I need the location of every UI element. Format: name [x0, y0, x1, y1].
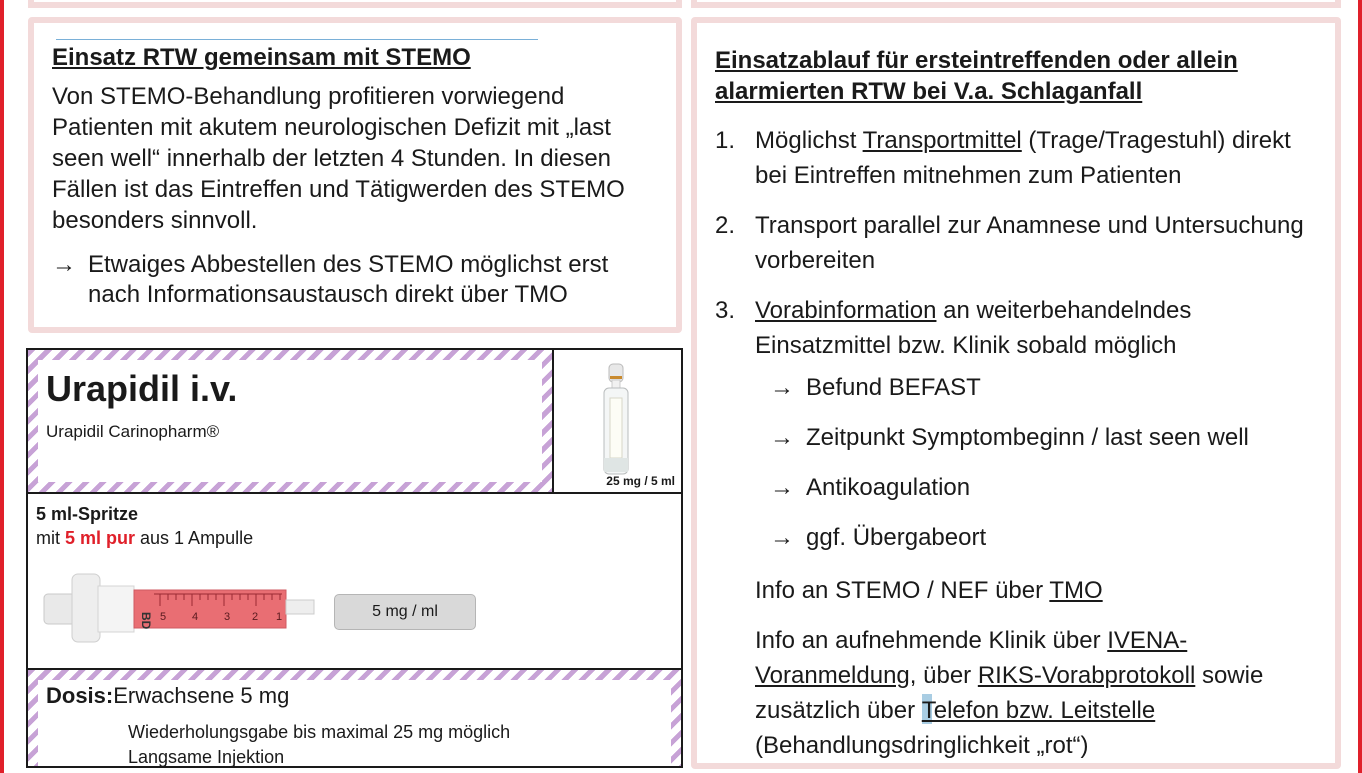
syringe-scale-3: 3: [224, 611, 231, 623]
ampoule-image: [554, 350, 681, 492]
procedure-steps: [715, 123, 1317, 363]
subitem-text: Zeitpunkt Symptombeginn / last seen well: [806, 424, 1249, 451]
procedure-title: Einsatzablauf für ersteintreffenden oder allein alarmierten RTW bei V.a. Schlaganfall: [715, 47, 1238, 105]
info-klinik: [755, 623, 1317, 763]
stemo-info-box: [28, 17, 682, 333]
step-number: 3.: [715, 297, 736, 324]
syringe-icon: [42, 572, 322, 644]
subitem-text: Antikoagulation: [806, 474, 971, 501]
card-divider: [28, 492, 681, 494]
step-post: (Trage/Tragestuhl) direkt bei Eintreffen mitnehmen zum Patienten: [755, 127, 1291, 189]
arrow-icon: →: [770, 524, 794, 551]
step-text: [755, 123, 1317, 193]
procedure-box: [691, 17, 1341, 769]
arrow-icon: →: [770, 424, 794, 451]
riks-link[interactable]: RIKS-Vorabprotokoll: [977, 662, 1196, 689]
subitem-antikoagulation: [770, 473, 1317, 523]
step-post: an weiterbehandelndes Einsatzmittel bzw. Klinik sobald möglich: [755, 297, 1192, 359]
info-text: (Behandlungsdringlichkeit „rot“): [755, 732, 1089, 759]
top-box-edge-left: [28, 0, 682, 8]
dose-section: [28, 670, 681, 766]
stemo-note-text: Etwaiges Abbestellen des STEMO möglichst erst nach Informationsaustausch direkt über TMO: [88, 251, 609, 308]
subitem-text: Befund BEFAST: [806, 374, 981, 401]
ivena-link[interactable]: IVENA-Voranmeldung: [755, 627, 1188, 689]
dose-injection: Langsame Injektion: [128, 747, 285, 767]
syringe-scale-1: 1: [276, 611, 283, 623]
info-text: Info an aufnehmende Klinik über: [755, 627, 1108, 654]
step-text: Transport parallel zur Anamnese und Untersuchung vorbereiten: [755, 212, 1304, 274]
step-2: [715, 208, 1317, 278]
syringe-volume: 5 ml pur: [65, 528, 136, 548]
top-box-edge-right: [691, 0, 1341, 8]
subitem-befast: [770, 373, 1317, 423]
vorabinformation-link[interactable]: Vorabinformation: [755, 297, 937, 324]
drug-name: Urapidil i.v.: [46, 368, 238, 409]
subitem-uebergabeort: [770, 523, 1317, 573]
dose-value: Erwachsene 5 mg: [113, 683, 290, 708]
concentration-badge: 5 mg / ml: [334, 594, 476, 630]
step-pre: Möglichst: [755, 127, 863, 154]
syringe-pre: mit: [36, 528, 65, 548]
step-number: 1.: [715, 127, 736, 154]
info-text: Info an STEMO / NEF über: [755, 577, 1050, 604]
ampoule-icon: [554, 350, 681, 492]
left-red-border: [0, 0, 4, 773]
info-stemo: [755, 573, 1317, 608]
arrow-icon: →: [770, 374, 794, 401]
dose-title: [46, 683, 289, 709]
card-header: [28, 350, 552, 492]
telefon-leitstelle-link[interactable]: Telefon bzw. Leitstelle: [921, 697, 1156, 724]
syringe-scale-2: 2: [252, 611, 259, 623]
arrow-icon: →: [52, 251, 76, 278]
info-text: , über: [909, 662, 978, 689]
right-red-border: [1358, 0, 1362, 773]
syringe-post: aus 1 Ampulle: [135, 528, 254, 548]
step-number: 2.: [715, 212, 736, 239]
dose-repeat: Wiederholungsgabe bis maximal 25 mg möglich: [128, 722, 511, 742]
syringe-title: 5 ml-Spritze: [36, 504, 139, 524]
stemo-box-title: Einsatz RTW gemeinsam mit STEMO: [52, 44, 471, 71]
syringe-scale-4: 4: [192, 611, 199, 623]
selection-line: [56, 39, 538, 40]
syringe-instruction: [36, 528, 253, 549]
drug-brand: Urapidil Carinopharm®: [46, 422, 220, 441]
urapidil-drug-card: [26, 348, 683, 768]
step-text: [755, 293, 1317, 363]
syringe-brand: BD: [139, 612, 153, 630]
stemo-paragraph: Von STEMO-Behandlung profitieren vorwiegend Patienten mit akutem neurologischen Defizit mit „last seen well“ innerhalb der letzten 4 Stunden. In diesen Fällen ist das Eintreffen und Tätigwerden des STEMO besonders sinnvoll.: [52, 83, 625, 234]
dose-label: Dosis:: [46, 683, 114, 708]
stemo-note: [52, 250, 658, 310]
ampoule-label: 25 mg / 5 ml: [606, 474, 675, 488]
info-text: sowie zusätzlich über: [755, 662, 1264, 724]
arrow-icon: →: [770, 474, 794, 501]
subitem-symptom: [770, 423, 1317, 473]
transportmittel-link[interactable]: Transportmittel: [862, 127, 1022, 154]
step-3: [715, 293, 1317, 363]
step-1: [715, 123, 1317, 193]
tmo-link[interactable]: TMO: [1049, 577, 1103, 604]
subitem-text: ggf. Übergabeort: [806, 524, 987, 551]
syringe-scale-5: 5: [160, 611, 167, 623]
